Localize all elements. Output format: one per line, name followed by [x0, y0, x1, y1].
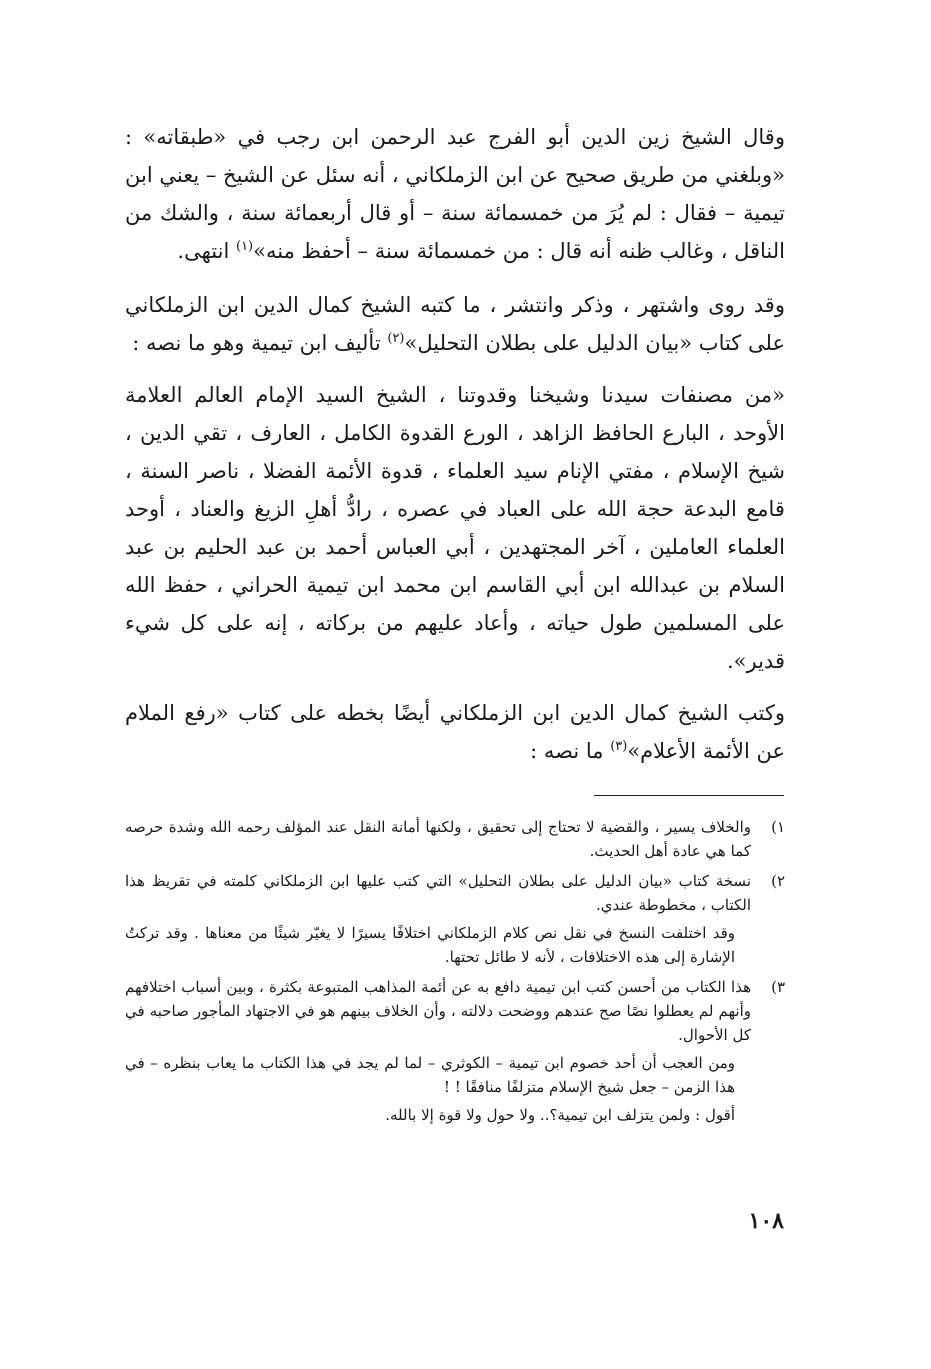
text-line: حياته ، وأعاد عليهم من بركاته ، إنه على كل شيء قدير».	[125, 611, 785, 673]
text-line: «من مصنفات سيدنا وشيخنا وقدوتنا ، الشيخ السيد الإمام العالم العلامة	[125, 383, 785, 407]
footnote-subparagraph	[125, 1103, 751, 1127]
footnote-line: اختلافهم وأنهم لم يعطلوا نصًا صح عندهم ووضحت دلالته ، وأن الخلاف بينهم هو في الاجتهاد	[125, 978, 751, 1020]
footnote-number: ٢)	[771, 872, 785, 890]
text-line: عبدالله ابن أبي القاسم ابن محمد ابن تيمية الحراني ، حفظ الله على المسلمين طول	[125, 573, 785, 635]
footnote-subparagraph	[125, 1051, 751, 1099]
text-line: الأوحد ، البارع الحافظ الزاهد ، الورع القدوة الكامل ، العارف ، تقي الدين ،	[125, 421, 785, 445]
footnote-subparagraph	[125, 921, 751, 969]
text-line: كتاب «بيان الدليل على بطلان التحليل»	[404, 331, 742, 355]
footnote-body	[125, 975, 751, 1127]
text-line: وقد روى واشتهر ، وذكر وانتشر ، ما كتبه الشيخ كمال الدين ابن الزملكاني على	[125, 293, 785, 355]
text-line: «وبلغني من طريق صحيح عن ابن الزملكاني ، أنه سئل عن الشيخ – يعني ابن	[125, 163, 785, 187]
page-number: ١٠٨	[748, 1208, 784, 1234]
footnotes	[125, 815, 785, 1133]
footnote-divider	[594, 795, 784, 796]
footnote-body	[125, 869, 751, 969]
footnote-1	[125, 815, 785, 863]
footnote-text	[125, 815, 751, 863]
text-line: وكتب الشيخ كمال الدين ابن الزملكاني أيضًا بخطه على كتاب «رفع الملام عن	[125, 701, 785, 763]
footnote-line: المأجور صاحبه في كل الأحوال.	[125, 1002, 751, 1044]
footnote-2	[125, 869, 785, 969]
footnote-line: والخلاف يسير ، والقضية لا تحتاج إلى تحقيق ، ولكنها أمانة النقل عند المؤلف رحمه الله وشدة	[168, 818, 751, 836]
footnote-ref-1: (١)	[235, 239, 254, 254]
text-line: شيخ الإسلام ، مفتي الإنام سيد العلماء ، قدوة الأئمة الفضلا ، ناصر السنة ، قامع	[125, 459, 785, 521]
text-line-tail: تأليف ابن تيمية وهو ما نصه :	[132, 331, 388, 355]
paragraph-ibn-rajab	[125, 118, 785, 270]
text-line-tail: ما نصه :	[530, 739, 611, 763]
footnote-line: ومن العجب أن أحد خصوم ابن تيمية – الكوثري – لما لم يجد في هذا الكتاب ما يعاب بنظره	[163, 1054, 735, 1072]
paragraph-raf-al-malam	[125, 694, 785, 770]
text-line: وغالب ظنه أنه قال : من خمسمائة سنة – أحفظ منه»	[253, 239, 714, 263]
text-line: وقال الشيخ زين الدين أبو الفرج عبد الرحمن ابن رجب في «طبقاته» :	[125, 125, 785, 149]
footnote-number: ١)	[771, 818, 785, 836]
paragraph-quotation	[125, 376, 785, 680]
footnote-ref-2: (٢)	[387, 331, 405, 346]
footnote-number: ٣)	[771, 978, 785, 996]
footnote-line: الكتاب ، مخطوطة عندي.	[596, 896, 751, 914]
footnote-line: نسخة كتاب «بيان الدليل على بطلان التحليل» التي كتب عليها ابن الزملكاني كلمته في تقريظ هذا	[125, 872, 751, 890]
text-line: تيمية – فقال : لم يُرَ من خمسمائة سنة – أو قال أربعمائة سنة ، والشك من الناقل ،	[125, 201, 785, 263]
text-line-tail: انتهى.	[177, 239, 236, 263]
footnote-body	[125, 815, 751, 863]
text-line: البدعة حجة الله على العباد في عصره ، رادُّ أهلِ الزيغ والعناد ، أوحد العلماء	[125, 497, 785, 559]
footnote-line: أقول : ولمن يتزلف ابن تيمية؟.. ولا حول ولا قوة إلا بالله.	[385, 1106, 735, 1124]
text-line: العاملين ، آخر المجتهدين ، أبي العباس أحمد بن عبد الحليم بن عبد السلام بن	[125, 535, 785, 597]
footnote-line: تركتُ الإشارة إلى هذه الاختلافات ، لأنه لا طائل تحتها.	[125, 924, 735, 966]
footnote-line: وقد اختلفت النسخ في نقل نص كلام الزملكاني اختلافًا يسيرًا لا يغيّر شيئًا من معناها . وقد	[165, 924, 735, 942]
footnote-text	[125, 869, 751, 917]
footnote-3	[125, 975, 785, 1127]
footnote-text	[125, 975, 751, 1047]
footnote-ref-3: (٣)	[610, 739, 628, 754]
footnote-line: حرصه كما هي عادة أهل الحديث.	[125, 818, 751, 860]
footnote-line: – في هذا الزمن – جعل شيخ الإسلام متزلفًا منافقًا ! !	[125, 1054, 735, 1096]
footnote-line: هذا الكتاب من أحسن كتب ابن تيمية دافع به عن أئمة المذاهب المتبوعة بكثرة ، وبين أسباب	[181, 978, 751, 996]
paragraph-zamalkani-note	[125, 286, 785, 362]
text-line: الأئمة الأعلام»	[627, 739, 750, 763]
main-text	[125, 118, 785, 784]
